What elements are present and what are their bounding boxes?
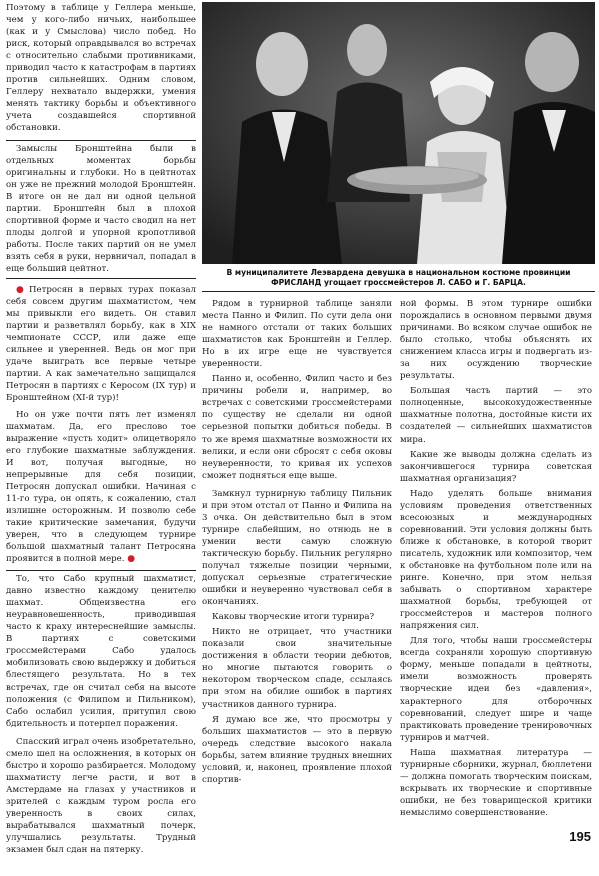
paragraph: То, что Сабо крупный шахматист, давно известно каждому ценителю шахмат. Общеизвестна его неуравновешенность, приводившая часто к краху интереснейшие замыслы. В партиях с советскими гроссмейстерами Сабо удалось мобилизовать свою выдержку и добиться блестящего результата. Но в тех встречах, где он считал себя на высоте положения (с Филипом и Пильником), Сабо ослабил усилия, притупил свою бдительность и потерпел поражения. [6,574,196,729]
paragraph: Для того, чтобы наши гроссмейстеры всегда сохраняли хорошую спортивную форму, меньше попадали в цейтноты, имели возможность проверять творческие идеи без «давления», характерного для отборочных соревнований, следует шире и чаще практиковать проведение тренировочных турниров и матчей. [400,636,592,743]
paragraph [6,409,196,566]
paragraph: Надо уделять больше внимания условиям проведения ответственных всесоюзных и международных соревнований. Эти условия должны быть ближе к обстановке, в которой творит писатель, художник или композитор, чем к обстановке на футбольном поле или на ринге. Конечно, при этом нельзя забывать о спортивном характере шахматной борьбы, требующей от гроссмейстеров и мастеров полного напряжения сил. [400,488,592,632]
paragraph: ной формы. В этом турнире ошибки порождались в основном первыми двумя причинами. Во всяком случае ошибок не было столько, чтобы объяснять их снижением класса игры и подвергать из-за них осуждению творческие результаты. [400,299,592,382]
paragraph: Никто не отрицает, что участники показали свои значительные достижения в области теории дебютов, но многие пытаются говорить о некотором творческом спаде, ссылаясь при этом на обилие ошибок в партиях участников данного турнира. [202,627,392,710]
column-left [6,2,196,856]
paragraph [6,284,196,404]
paragraph: Замкнул турнирную таблицу Пильник и при этом отстал от Панно и Филипа на 3 очка. Он действительно был в этом турнире слабейшим, но отнюдь не в умении вести самую сложную тактическую борьбу. Пильник регулярно получал тяжелые позиции черными, допускал серьезные стратегические ошибки и неуверенно чувствовал себя в окончаниях. [202,488,392,608]
paragraph-text: Но он уже почти пять лет изменял шахматам. Да, его преслово тое выражение «пусть ходит» олицетворяло его глубокие шахматные заблуждения. И вот, получая выгодные, но непрерывные для себя позиции, Петросян допускал ошибки. Начиная с 11-го тура, он опять, к сожалению, стал излишне осторожным. И позволю себе такие критические замечания, будучи уверен, что в следующем турнире большой шахматный талант Петросяна проявится в полной мере. [6,409,196,565]
photo-caption: В муниципалитете Леэвардена девушка в национальном костюме провинции ФРИСЛАНД угощает гроссмейстеров Л. САБО и Г. БАРЦА. [226,268,571,287]
column-middle [202,298,392,786]
page-number: 195 [569,829,591,844]
photo-image [202,2,595,264]
boxed-section [6,570,196,733]
boxed-section [6,140,196,280]
divider [202,291,595,292]
paragraph: Наша шахматная литература — турнирные сборники, журнал, бюллетени — должна помогать творческим поискам, вскрывать их творческие и спортивные ошибки, не без товарищеской критики немыслимо совершенствование. [400,747,592,818]
column-right [400,298,592,819]
paragraph: Панно и, особенно, Филип часто и без причины робели и, например, во встречах с советскими гроссмейстерами по существу не сделали ни одной серьезной попытки добиться победы. В то же время шахматные возможности их велики, и если они сбросят с себя оковы неуверенности, то кривая их успехов сможет подняться еще выше. [202,374,392,481]
red-dot-icon: ● [16,285,27,296]
photo [202,2,595,264]
paragraph: Спасский играл очень изобретательно, смело шел на осложнения, в которых он быстро и хорошо разбирается. Молодому шахматисту легче расти, и вот в Амстердаме на глазах у участников и зрителей с каждым туром росла его уверенность в своих силах, вырабатывался шахматный почерк, улучшались результаты. Трудный экзамен был сдан на пятерку. [6,736,196,856]
paragraph-text: Петросян в первых турах показал себя совсем другим шахматистом, чем мы привыкли его видеть. Он ставил партии и разветвлял борьбу, как в XIX чемпионате СССР, или даже еще сильнее и уверенней. Ведь он мог при удаче выиграть все первые четыре партии. А как замечательно защищался Петросян в партиях с Керосом (IX тур) и Бронштейном (XI-й тур)! [6,285,196,404]
paragraph: Каковы творческие итоги турнира? [212,612,375,623]
paragraph: Я думаю все же, что просмотры у больших шахматистов — это в первую очередь следствие высокого накала борьбы, затем влияние трудных внешних условий, и, наконец, проявление плохой спортив- [202,714,392,785]
paragraph: Замыслы Бронштейна были в отдельных моментах борьбы оригинальны и глубоки. Но в цейтнотах он уже не прежний молодой Бронштейн. В итоге он не дал ни одной цельной партии. Бронштейн был в плохой спортивной форме и часто сводил на нет плоды долгой и упорной кропотливой работы. После таких партий он не умел взять себя в руки, нервничал, попадал в еще больший цейтнот. [6,143,196,274]
red-dot-icon: ● [127,554,136,565]
paragraph: Поэтому в таблице у Геллера меньше, чем у кого-либо ничьих, наибольшее (как и у Смыслова) число побед. Но риск, который оправдывался во встречах с относительно слабыми противниками, приводил часто к катастрофам в партиях против сильнейших. Одним словом, Геллеру нехватало выдержки, умения менять тактику борьбы и объективного учета создавшейся спортивной обстановки. [6,3,196,134]
paragraph: Какие же выводы должна сделать из закончившегося турнира советская шахматная организация? [400,449,592,484]
paragraph: Рядом в турнирной таблице заняли места Панно и Филип. По сути дела они не намного отстали от таких больших шахматистов как Бронштейн и Геллер. Но в их игре еще не чувствуется уверенности. [202,299,392,370]
paragraph: Большая часть партий — это полноценные, высокохудожественные шахматные полотна, достойные кисти их создателей — сильнейших шахматистов мира. [400,386,592,445]
